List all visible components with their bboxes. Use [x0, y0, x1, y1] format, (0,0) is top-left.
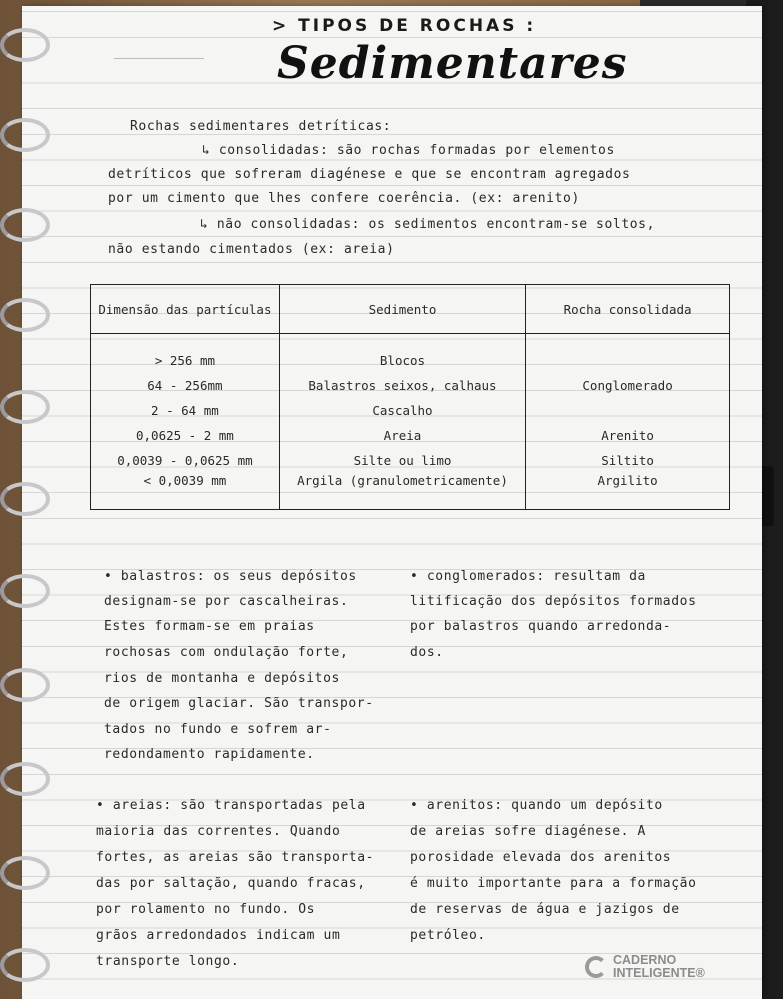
cell-size: 2 - 64 mm	[91, 398, 280, 423]
grain-size-table	[90, 284, 730, 510]
table-row	[91, 448, 730, 473]
cell-sediment: Cascalho	[279, 398, 525, 423]
brand-watermark	[585, 954, 705, 980]
cell-rock: Argilito	[526, 473, 730, 510]
cell-size: 0,0039 - 0,0625 mm	[91, 448, 280, 473]
note-balastros-line-4: rochosas com ondulação forte,	[104, 645, 349, 660]
cell-sediment: Balastros seixos, calhaus	[279, 373, 525, 398]
note-balastros-line-6: de origem glaciar. São transpor-	[104, 696, 374, 711]
note-conglomerados-line-3: por balastros quando arredonda-	[410, 619, 672, 634]
cell-sediment: Blocos	[279, 334, 525, 374]
binder-ring	[0, 118, 50, 152]
cell-rock: Siltito	[526, 448, 730, 473]
table-row	[91, 423, 730, 448]
cell-size: 0,0625 - 2 mm	[91, 423, 280, 448]
note-areias-line-3: fortes, as areias são transporta-	[96, 850, 375, 865]
note-conglomerados-line-2: litificação dos depósitos formados	[410, 594, 697, 609]
note-balastros-line-7: tados no fundo e sofrem ar-	[104, 722, 332, 737]
note-conglomerados-line-1: • conglomerados: resultam da	[410, 569, 646, 584]
cell-size: < 0,0039 mm	[91, 473, 280, 510]
cell-rock	[526, 334, 730, 374]
cell-sediment: Argila (granulometricamente)	[279, 473, 525, 510]
intro-unconsolidated-line-2: não estando cimentados (ex: areia)	[108, 242, 395, 257]
intro-bullet-title: Rochas sedimentares detríticas:	[130, 119, 392, 134]
binder-ring	[0, 208, 50, 242]
cell-rock	[526, 398, 730, 423]
binder-ring	[0, 28, 50, 62]
cell-sediment: Silte ou limo	[279, 448, 525, 473]
note-arenitos-line-2: de areias sofre diagénese. A	[410, 824, 646, 839]
note-areias-line-5: por rolamento no fundo. Os	[96, 902, 316, 917]
note-arenitos-line-1: • arenitos: quando um depósito	[410, 798, 663, 813]
note-arenitos-line-5: de reservas de água e jazigos de	[410, 902, 680, 917]
note-balastros-line-2: designam-se por cascalheiras.	[104, 594, 349, 609]
intro-consolidated-line-3: por um cimento que lhes confere coerência. (ex: arenito)	[108, 191, 580, 206]
binder-ring	[0, 390, 50, 424]
binder-ring	[0, 948, 50, 982]
note-balastros-line-3: Estes formam-se em praias	[104, 619, 315, 634]
table-row	[91, 398, 730, 423]
note-arenitos-line-6: petróleo.	[410, 928, 486, 943]
intro-consolidated-line-2: detríticos que sofreram diagénese e que se encontram agregados	[108, 167, 631, 182]
table-row	[91, 334, 730, 374]
brand-logo-icon	[585, 956, 607, 978]
table-header-sediment: Sedimento	[279, 285, 525, 334]
note-balastros-line-5: rios de montanha e depósitos	[104, 671, 340, 686]
intro-consolidated-line-1: ↳ consolidadas: são rochas formadas por elementos	[202, 143, 615, 158]
note-areias-line-4: das por saltação, quando fracas,	[96, 876, 366, 891]
binder-ring	[0, 762, 50, 796]
note-areias-line-7: transporte longo.	[96, 954, 240, 969]
date-line	[114, 58, 204, 59]
binder-ring	[0, 482, 50, 516]
note-areias-line-1: • areias: são transportadas pela	[96, 798, 366, 813]
note-balastros-line-1: • balastros: os seus depósitos	[104, 569, 357, 584]
note-arenitos-line-3: porosidade elevada dos arenitos	[410, 850, 672, 865]
note-balastros-line-8: redondamento rapidamente.	[104, 747, 315, 762]
intro-unconsolidated-line-1: ↳ não consolidadas: os sedimentos encontram-se soltos,	[200, 217, 656, 232]
table-header-size: Dimensão das partículas	[91, 285, 280, 334]
table-row	[91, 373, 730, 398]
note-arenitos-line-4: é muito importante para a formação	[410, 876, 697, 891]
table-header-rock: Rocha consolidada	[526, 285, 730, 334]
cell-rock: Arenito	[526, 423, 730, 448]
brand-line-2: INTELIGENTE®	[613, 966, 705, 980]
cell-size: > 256 mm	[91, 334, 280, 374]
table-row	[91, 473, 730, 510]
binder-ring	[0, 574, 50, 608]
note-areias-line-6: grãos arredondados indicam um	[96, 928, 341, 943]
binder-ring	[0, 668, 50, 702]
note-areias-line-2: maioria das correntes. Quando	[96, 824, 341, 839]
cell-rock: Conglomerado	[526, 373, 730, 398]
cell-size: 64 - 256mm	[91, 373, 280, 398]
cell-sediment: Areia	[279, 423, 525, 448]
brand-name	[613, 954, 705, 980]
brand-line-1: CADERNO	[613, 953, 677, 967]
binder-ring	[0, 856, 50, 890]
heading-pretitle: > TIPOS DE ROCHAS :	[272, 16, 537, 36]
note-conglomerados-line-4: dos.	[410, 645, 444, 660]
heading-title: Sedimentares	[277, 38, 628, 89]
binder-ring	[0, 298, 50, 332]
